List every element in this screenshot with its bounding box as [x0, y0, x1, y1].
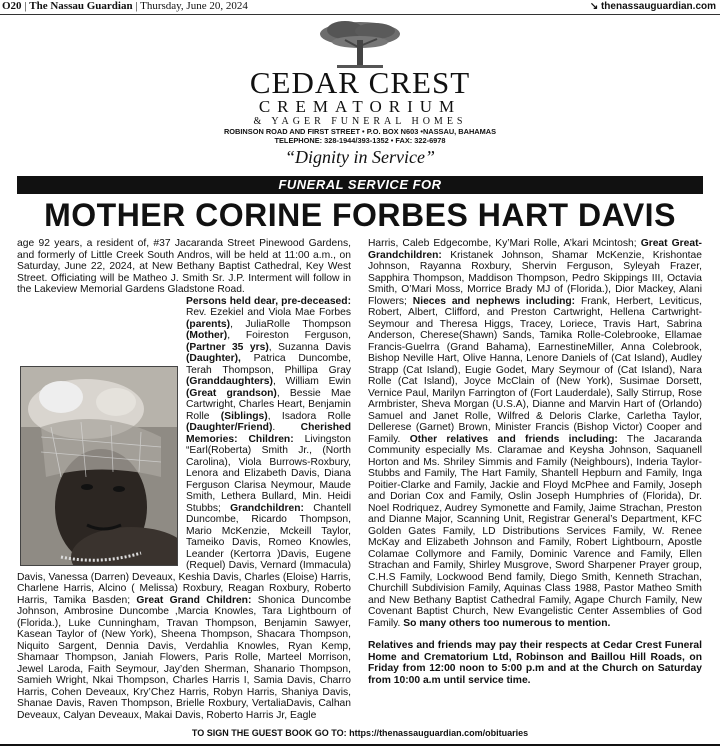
- obituary-text-right: [368, 238, 702, 629]
- text-segment: , Foireston Ferguson,: [227, 330, 351, 341]
- bold-heading-segment: Great Great- Grandchildren:: [368, 238, 702, 261]
- bold-heading-segment: Grandchildren:: [230, 502, 304, 514]
- header-left: [2, 0, 248, 13]
- bold-heading-segment: Nieces and nephews including:: [412, 295, 576, 307]
- bold-heading-segment: Great Grand Children:: [136, 594, 252, 606]
- bold-heading-segment: Other relatives and friends including:: [409, 433, 618, 445]
- issue-date: Thursday, June 20, 2024: [140, 0, 248, 12]
- service-details: age 92 years, a resident of, #37 Jacaranda Street Pinewood Gardens, and formerly of Little Creek South Andros, will be held at 11:00 a.m., on Saturday, June 22, 2024, at New Bethany Baptist Cathedral, Key West Street. Officiating will be Matheo J. Smith Sr. J.P. Interment will follow in the Lakeview Memorial Gardens Gladstone Road.: [17, 238, 351, 295]
- brand-crest: CREST: [368, 65, 471, 100]
- bold-heading-segment: (parents): [186, 318, 231, 330]
- text-segment: , Suzanna Davis: [268, 341, 351, 353]
- deceased-name: MOTHER CORINE FORBES HART DAVIS: [44, 197, 676, 233]
- brand-name: [0, 65, 720, 100]
- text-segment: The Jacaranda Community especially Ms. Claramae and Keysha Johnson, Saquanell Horton and Ms. Shriley Simmis and Family (Neighbours), Inderia Taylor-Stubbs and Family, The Hart Family, Shantell Hepburn and Family, Inga Poitier-Clarke and Family, Jackie and Floyd McPhee and Family, Joseph and Dorian Cox and Family, Oslin Joseph Humphries of (Florida), Dr. Noel Rodriquez, Audrey Symonette and Family, Jaime Strachan, Preston and Dianne Major, Scanning Unit, Registrar General’s Department, KFC Golden Gates Family, LD Distributions Services Family, W. Renee McKay and Elizabeth Johnson and Family, Robert Lightbourn, Apostle Colamae Collymore and Family, Dominic Varence and Family, Ellen Strachan and Family, Shirley Musgrove, Sword Sharpener Prayer group, C.H.S Family, Lockwood Bend family, Diego Smith, Kenneth Strachan, Churchill Subdivision Family, Aquinas Class 1988, Pastor Matheo Smith and New Bethany Baptist Cathedral Family, Agape Church Family, New Covenant Baptist Church, New Evangelistic Center Assemblies of God Family.: [368, 433, 702, 629]
- text-segment: .: [272, 422, 301, 433]
- text-segment: , Isadora Rolle: [267, 410, 351, 422]
- brand-yager: & YAGER FUNERAL HOMES: [253, 116, 467, 127]
- brand-crematorium: CREMATORIUM: [258, 97, 462, 116]
- service-banner: FUNERAL SERVICE FOR: [17, 176, 703, 194]
- separator: |: [21, 0, 30, 12]
- column-right: [368, 238, 702, 686]
- text-segment: , JuliaRolle Thompson: [230, 318, 351, 330]
- text-segment: , William Ewin: [272, 376, 351, 387]
- text-segment: Shonica Duncombe Johnson, Ambrosine Duncombe ,Marcia Knowles, Tara Lightbourn of (Florida.), Luke Cunningham, Travan Thompson, Benjamin Sawyer, Kasean Taylor of (New York), Sheena Thompson, Shacara Thompson, Niquito Sargent, Dennia Davis, Verdahlia Knowles, Ryan Kemp, Shamaar Thompson, Janiah Flowers, Paris Rolle, Marteel Morrison, Jewel Laroda, Faith Seymour, Jay’den Sherman, Shanario Thompson, Samieh Wright, Nkai Thompson, Charles Harris I, Samia Davis, Charro Harris, Cohen Deveaux, Kry’Chez Harris, Robyn Harris, Shaniya Davis, Shanae Davis, Raven Thompson, Brielle Roxbury, VertaliaDavis, Calhan Deveaux, Calyan Deveaux, Makai Davis, Roberto Harris Jr, Eagle: [17, 594, 351, 721]
- guest-book-link[interactable]: TO SIGN THE GUEST BOOK GO TO: https://thenassauguardian.com/obituaries: [191, 728, 529, 738]
- text-segment: Frank, Herbert, Leviticus, Robert, Albert, Clifford, and Preston Cartwright, Hellena Cartwright-Seymour and Theresa Higgs, Tracey, Loriece, Travis Hart, Sabrina Anderson, Cherese(Shawn) Sands, Tamika Rolle-Colebrooke, Ellamae Francis-Guelrra (Grand Bahama), EarnestineMiller, Anna Colebrook, Bishop Neville Hart, Olive Hanna, Lenore Daniels of (Cat Island), Audley Strapp (Cat Island), Eugie Godet, Mary Seymour of (Cat Island), Nara Rolle (Cat Island), Joyce McClain of (New York), Susimae Dorsett, Vernice Paul, Marilyn Farrington of (Fort Lauderdale), Sally Stirrup, Rose Armbrister, Sheva Morgan (U.S.A), Dianne and Marvin Hart of (Orlando) Samuel and Janet Rolle, Wilfred & Deloris Clarke, Carletha Taylor, Dellerese (Garnet) Brown, Minister Francis (Bishop Victor) Cooper and Family.: [368, 295, 702, 445]
- text-segment: Livingston “Earl(Roberta) Smith Jr., (North Carolina), Viola Burrows-Roxbury, Lenora and Elizabeth Davis, Diana Ferguson Clarisa Neymour, Maude Smith, Lethera Bullard, Min. Heidi Stubbs;: [186, 433, 351, 514]
- bold-heading-segment: (Mother): [186, 330, 228, 341]
- text-segment: Rev. Ezekiel and Viola Mae Forbes: [186, 307, 351, 318]
- bold-heading-segment: (Partner 35 yrs): [186, 341, 269, 353]
- bold-heading-segment: (Daughter),: [186, 353, 241, 364]
- paper-name: The Nassau Guardian: [29, 0, 133, 12]
- bold-heading-segment: (Great grandson): [186, 387, 277, 399]
- brand-cedar: CEDAR: [249, 65, 360, 100]
- bottom-divider: [0, 744, 720, 746]
- portrait-image: [21, 367, 177, 565]
- portrait-photo: [20, 366, 178, 566]
- bold-heading-segment: Persons held dear, pre-deceased:: [186, 295, 351, 307]
- text-segment: Harris, Caleb Edgecombe, Ky’Mari Rolle, A’kari Mcintosh;: [368, 238, 641, 249]
- cedar-crest-logo: [0, 18, 720, 145]
- motto: “Dignity in Service”: [285, 147, 435, 167]
- column-left: [17, 238, 351, 721]
- text-segment: Chantell Duncombe, Ricardo Thompson, Mario McKenzie, Mckeill Taylor, Tameiko Davis, Romeo Knowles, Leander (Kertorra )Davis, Eugene (Requel) Davis, Vernard (Immacula) Davis, Vanessa (Darren) Deveaux, Keshia Davis, Charles (Eloise) Harris, Charlene Harris, Alcino ( Melissa) Roxbury, Reagan Roxbury, Roberto Harris, Tamika Basden;: [17, 502, 352, 606]
- text-segment: Kristanek Johnson, Shamar McKenzie, Krishontae Johnson, Rayanna Roxbury, Shervin Ferguson, Syleyah Frazer, Sapphira Thompson, Maddison Thompson, Pedro Skippings III, Octavia Smith, O’Mari Moss, Morrice Brady MJ of (Florida.), Dior Mackey, Alani Flowers;: [368, 249, 702, 307]
- phone: TELEPHONE: 328-1944/393-1352 • FAX: 322-6978: [274, 136, 446, 145]
- bold-heading-segment: (Granddaughters): [186, 376, 273, 387]
- page-number: O20: [2, 0, 22, 12]
- bold-heading-segment: So many others too numerous to mention.: [403, 617, 611, 629]
- viewing-details: Relatives and friends may pay their respects at Cedar Crest Funeral Home and Crematorium Ltd, Robinson and Baillou Hill Roads, on Friday from 12:00 noon to 5:00 p.m and at the Church on Saturday from 10:00 a.m until service time.: [368, 640, 702, 686]
- text-segment: , Bessie Mae Cartwright, Charles Heart, Benjamin Rolle: [186, 387, 351, 422]
- bold-heading-segment: (Siblings): [220, 410, 268, 422]
- tree-icon: [315, 18, 405, 70]
- bold-heading-segment: (Daughter/Friend): [186, 422, 273, 433]
- separator: |: [132, 0, 141, 12]
- address: ROBINSON ROAD AND FIRST STREET • P.O. BOX N603 •NASSAU, BAHAMAS: [223, 127, 497, 136]
- bold-heading-segment: Cherished Memories: Children:: [186, 422, 351, 445]
- site-url[interactable]: ↘ thenassauguardian.com: [589, 1, 716, 12]
- newspaper-header: [0, 0, 720, 15]
- text-segment: Patrica Duncombe, Terah Thompson, Phillipa Gray: [186, 353, 351, 376]
